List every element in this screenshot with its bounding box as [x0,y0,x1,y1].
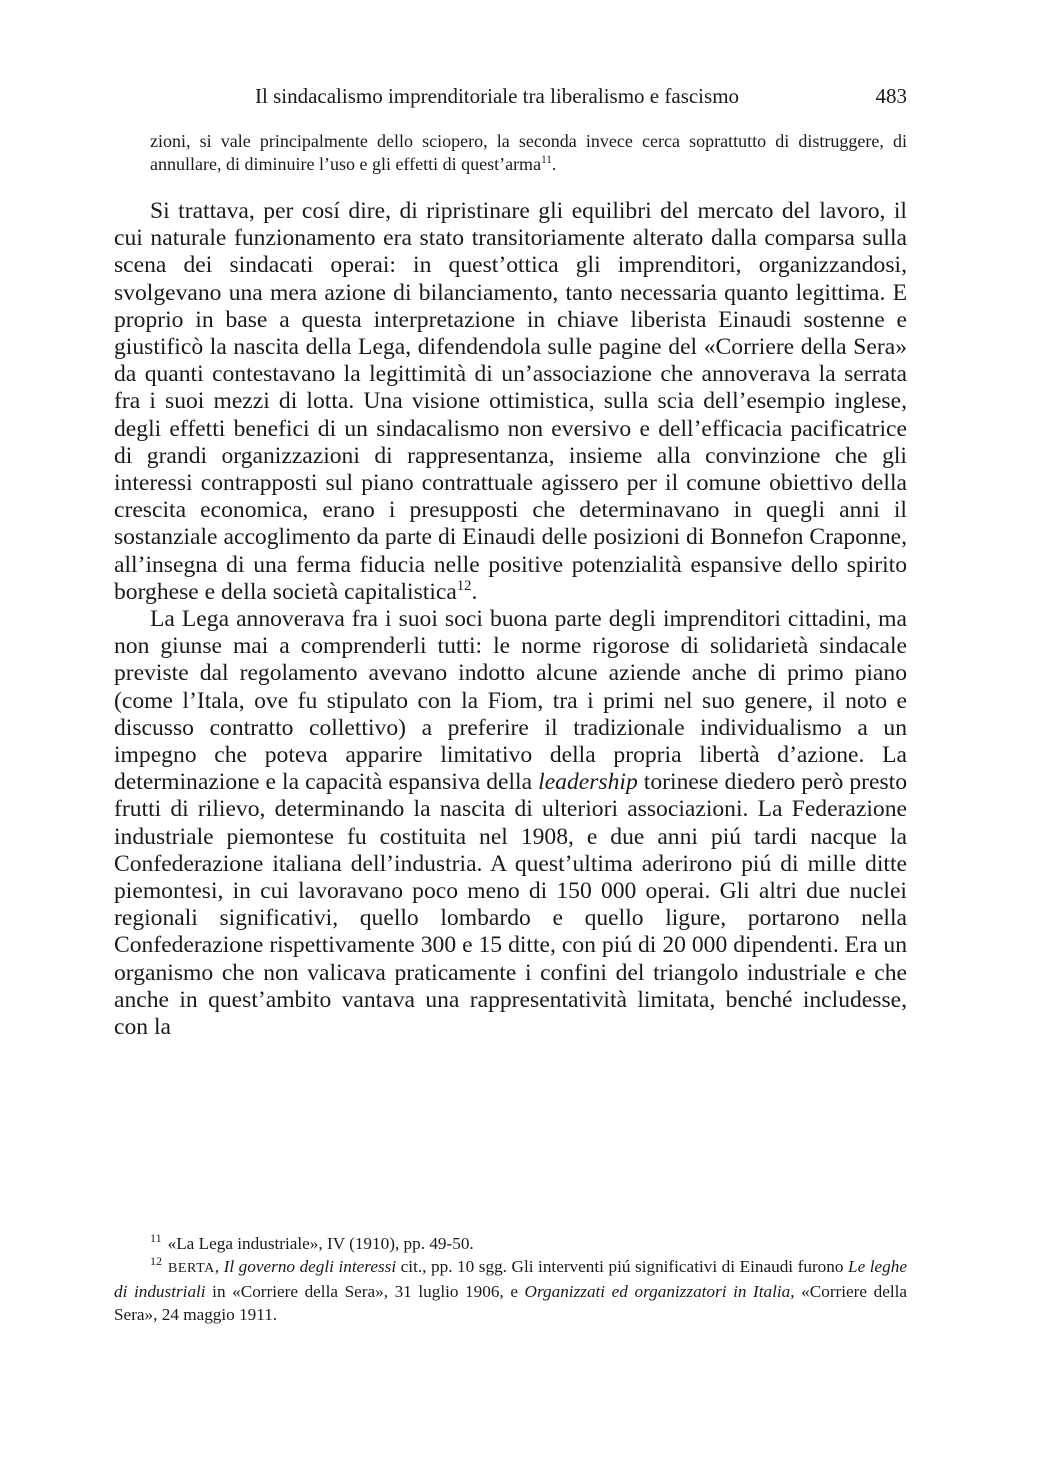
footnote-12 [114,1255,907,1326]
footnote-text: «La Lega industriale», IV (1910), pp. 49-50. [167,1234,474,1253]
footnote-title: Organizzati ed organizzatori in Italia [524,1282,791,1301]
footnote-title: Il governo degli interessi [223,1257,397,1276]
paragraph-end: . [471,578,478,605]
paragraph-text: La Lega annoverava fra i suoi soci buona parte degli imprenditori cittadini, ma non giunse mai a comprenderli tutti: le norme rigorose di solidarietà sindacale previste dal regolamento avevano indotto alcune aziende anche di primo piano (come l’Itala, ove fu stipulato con la Fiom, tra i primi nel suo genere, il noto e discusso contratto collettivo) a preferire il tradizionale individualismo a un impegno che poteva apparire limitativo della propria libertà d’azione. La determinazione e la capacità espansiva della [114,606,907,796]
footnotes [114,1232,907,1326]
footnote-text: , «Corriere della Sera», 24 maggio 1911. [114,1282,908,1324]
page-header [114,84,907,114]
footnote-text: in «Corriere della Sera», 31 luglio 1906, e [205,1282,525,1301]
page-number: 483 [875,84,907,108]
footnote-text: cit., pp. 10 sgg. Gli interventi piú significativi di Einaudi furono [396,1257,849,1276]
body-text [114,198,907,1041]
footnote-text: , [214,1257,224,1276]
footnote-number: 11 [150,1231,162,1246]
paragraph [114,198,907,606]
footnote-11 [114,1232,907,1255]
italic-term: leadership [538,769,638,796]
quote-end: . [551,154,557,174]
paragraph-text: Si trattava, per cosí dire, di ripristinare gli equilibri del mercato del lavoro, il cui naturale funzionamento era stato transitoriamente alterato dalla comparsa sulla scena dei sindacati operai: in quest’ottica gli imprenditori, organizzandosi, svolgevano una mera azione di bilanciamento, tanto necessaria quanto legittima. E proprio in base a questa interpretazione in chiave liberista Einaudi sostenne e giustificò la nascita della Lega, difendendola sulle pagine del «Corriere della Sera» da quanti contestavano la legittimità di un’associazione che annoverava la serrata fra i suoi mezzi di lotta. Una visione ottimistica, sulla scia dell’esempio inglese, degli effetti benefici di un sindacalismo non eversivo e dell’efficacia pacificatrice di grandi organizzazioni di rappresentanza, insieme alla convinzione che gli interessi contrapposti sul piano contrattuale agissero per il comune obiettivo della crescita economica, erano i presupposti che determinavano in quegli anni il sostanziale accoglimento da parte di Einaudi delle posizioni di Bonnefon Craponne, all’insegna di una ferma fiducia nelle positive potenzialità espansive dello spirito borghese e della società capitalistica [114,198,907,605]
block-quote [150,130,907,176]
footnote-ref-12[interactable]: 12 [456,577,472,594]
paragraph [114,606,907,1041]
paragraph-text: torinese diedero però presto frutti di rilievo, determinando la nascita di ulteriori associazioni. La Federazione industriale piemontese fu costituita nel 1908, e due anni piú tardi nacque la Confederazione italiana dell’industria. A quest’ultima aderirono piú di mille ditte piemontesi, in cui lavoravano poco meno di 150 000 operai. Gli altri due nuclei regionali significativi, quello lombardo e quello ligure, portarono nella Confederazione rispettivamente 300 e 15 ditte, con piú di 20 000 dipendenti. Era un organismo che non valicava praticamente i confini del triangolo industriale e che anche in quest’ambito vantava una rappresentatività limitata, benché includesse, con la [114,769,908,1041]
quote-text: zioni, si vale principalmente dello sciopero, la seconda invece cerca soprattutto di distruggere, di annullare, di diminuire l’uso e gli effetti di quest’arma [150,131,907,174]
footnote-author: BERTA [168,1260,215,1276]
running-title: Il sindacalismo imprenditoriale tra liberalismo e fascismo [255,84,740,108]
footnote-title: Le leghe di industriali [114,1257,907,1301]
footnote-ref-11[interactable]: 11 [541,154,552,166]
footnote-number: 12 [150,1254,163,1269]
